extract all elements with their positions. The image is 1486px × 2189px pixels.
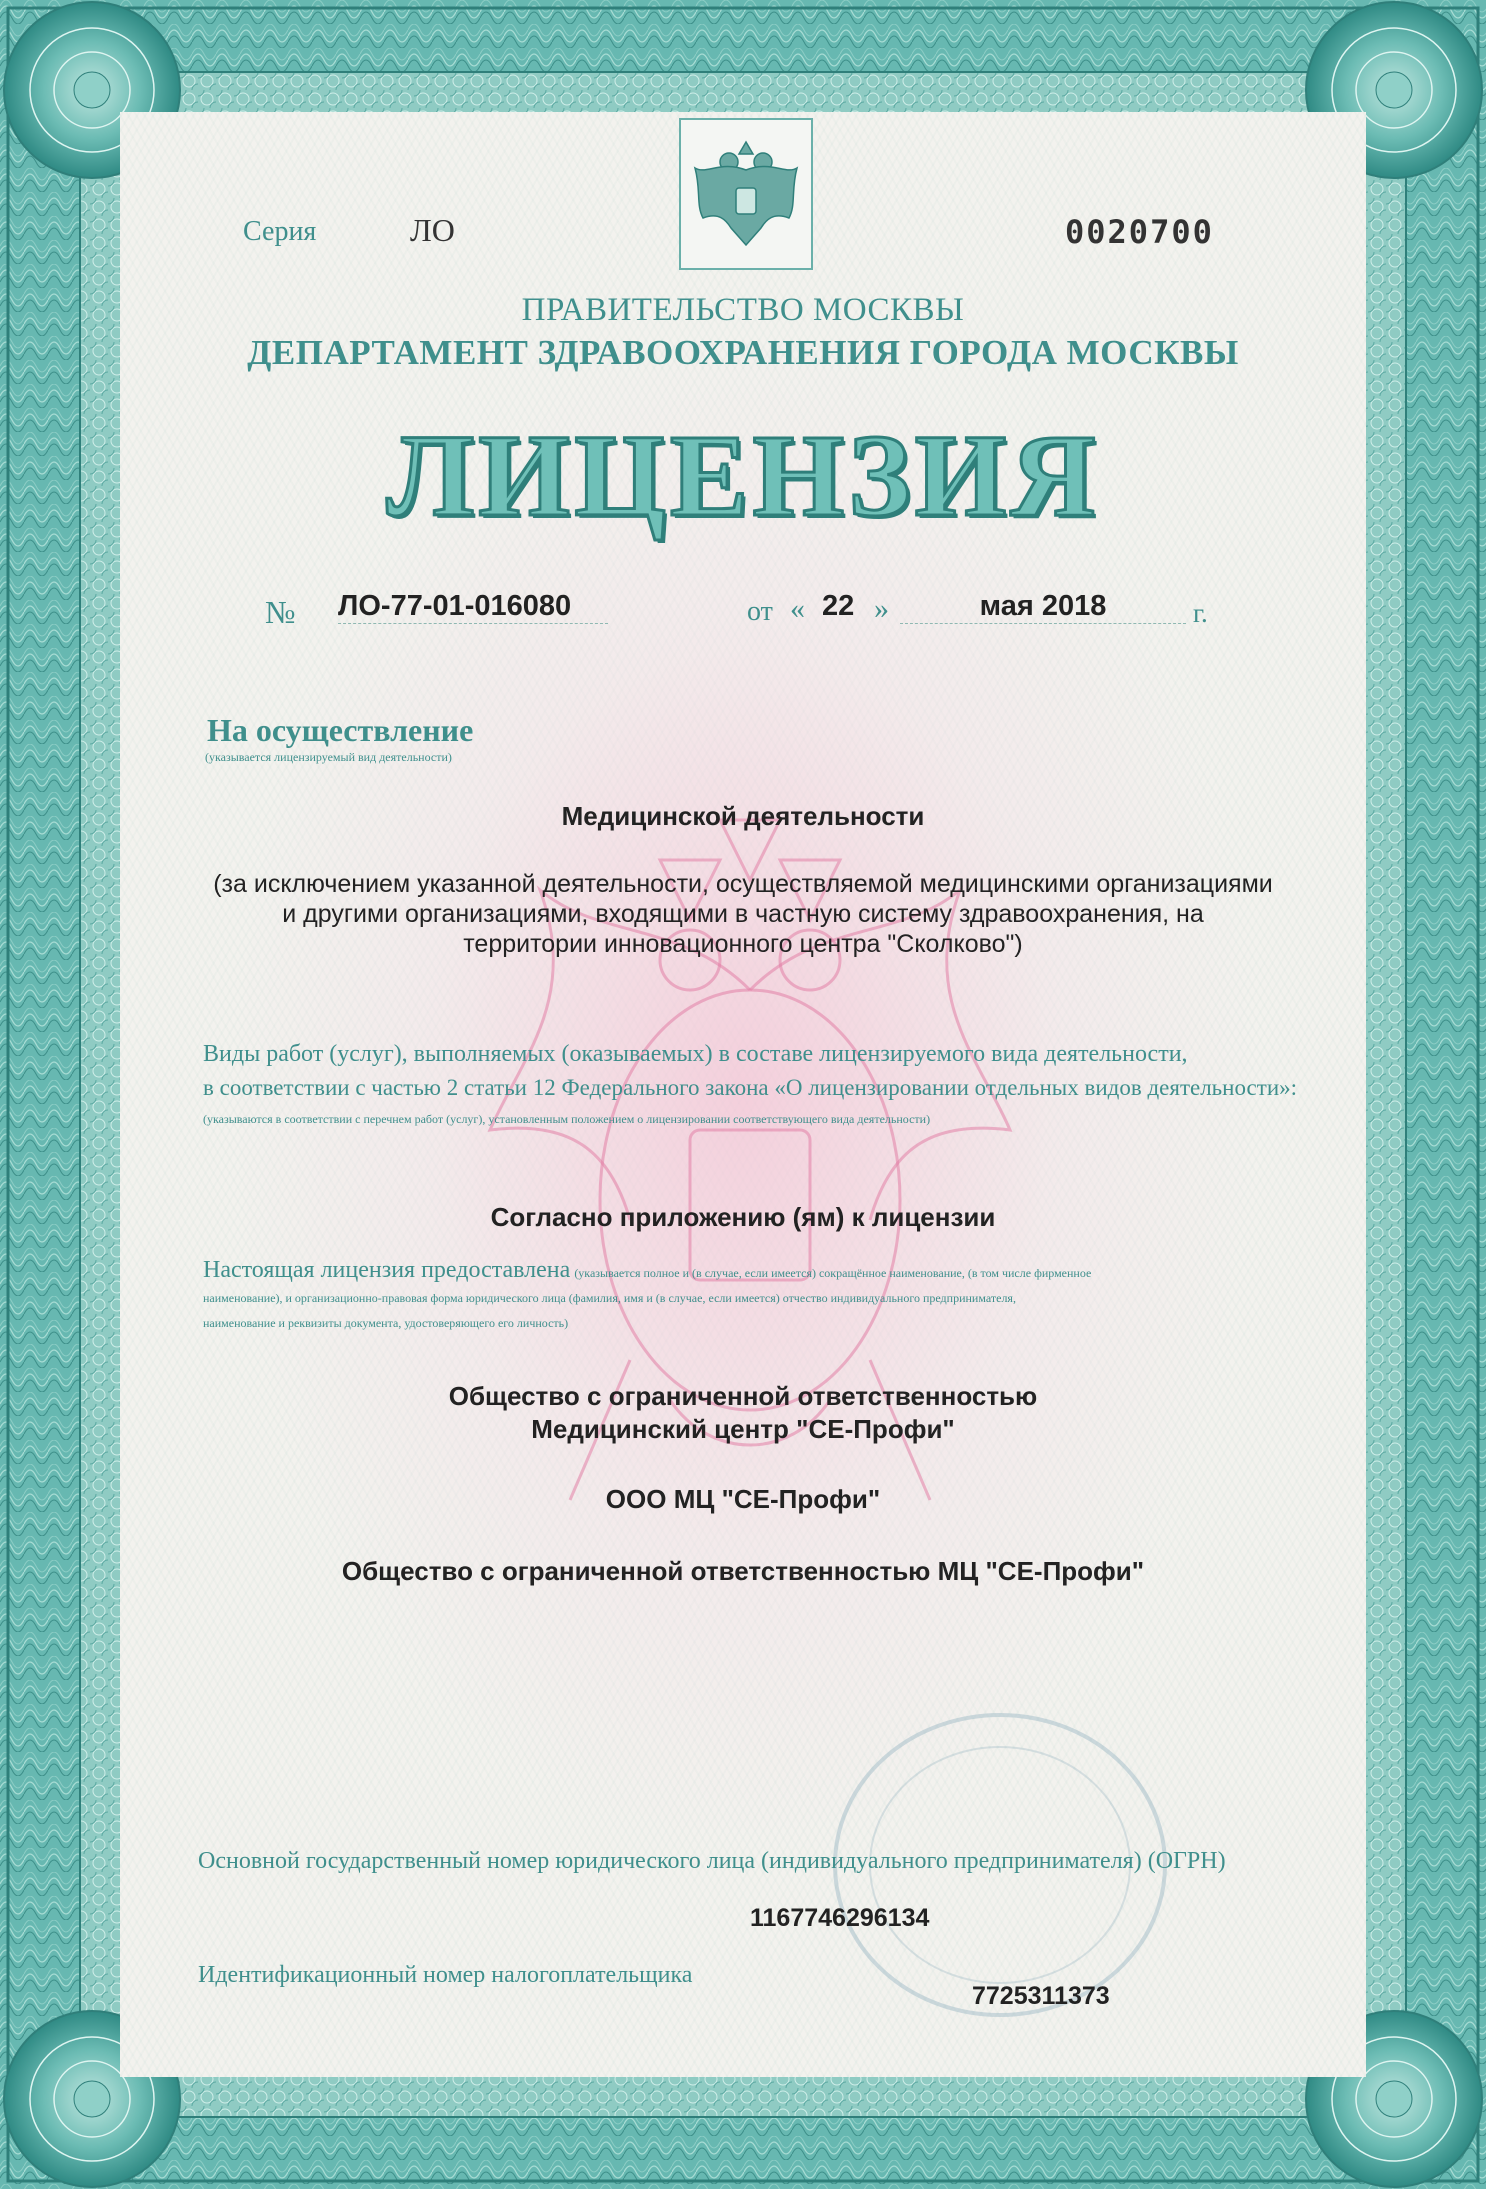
licensee-hint-2: наименование), и организационно-правовая форма юридического лица (фамилия, имя и (в случае, если имеется) отчество индивидуального предпринимателя, [203,1291,1016,1305]
quote-close: » [874,592,889,625]
licensee-hint-1: (указывается полное и (в случае, если имеется) сокращённое наименование, (в том числе фирменное [574,1266,1092,1280]
licensee-full-name-line-2: Медицинский центр "СЕ-Профи" [531,1414,955,1444]
works-line-2: в соответствии с частью 2 статьи 12 Федерального закона «О лицензировании отдельных видов деятельности»: [203,1075,1298,1100]
licensee-full-name [120,1380,1366,1446]
license-month-year: мая 2018 [900,590,1186,624]
activity-name: Медицинской деятельности [561,801,925,831]
date-from-label: от [747,596,773,627]
licensee-full-name-line-1: Общество с ограниченной ответственностью [448,1381,1038,1411]
number-sign: № [265,594,296,630]
activity-label: На осуществление [207,712,474,748]
activity-exception-line-1: (за исключением указанной деятельности, осуществляемой медицинскими организациями [213,870,1273,898]
works-description [203,1037,1353,1105]
ogrn-value: 1167746296134 [750,1904,930,1932]
license-day: 22 [822,590,855,622]
form-number: 0020700 [1065,213,1214,251]
series-value: ЛО [410,212,455,248]
department-heading: ДЕПАРТАМЕНТ ЗДРАВООХРАНЕНИЯ ГОРОДА МОСКВЫ [247,333,1239,372]
works-value: Согласно приложению (ям) к лицензии [490,1202,996,1232]
inn-label: Идентификационный номер налогоплательщика [198,1962,693,1988]
licensee-description [203,1258,1353,1336]
activity-exception-line-2: и другими организациями, входящими в частную систему здравоохранения, на [282,900,1204,928]
license-number: ЛО-77-01-016080 [338,590,608,624]
works-line-1: Виды работ (услуг), выполняемых (оказываемых) в составе лицензируемого вида деятельности, [203,1041,1188,1067]
activity-exception-line-3: территории инновационного центра "Сколково") [463,930,1023,958]
emblem-box [679,118,813,270]
quote-open: « [790,592,805,625]
year-suffix: г. [1193,598,1208,628]
licensee-label: Настоящая лицензия предоставлена [203,1257,571,1283]
ogrn-label: Основной государственный номер юридического лица (индивидуального предпринимателя) (ОГРН) [198,1848,1226,1874]
licensee-hint-3: наименование и реквизиты документа, удостоверяющего его личность) [203,1316,569,1330]
licensee-brand-name: Общество с ограниченной ответственностью МЦ "СЕ-Профи" [341,1556,1145,1586]
russian-coat-of-arms-icon [681,120,811,268]
series-label: Серия [243,216,317,247]
inn-value: 7725311373 [972,1982,1110,2010]
licensee-short-name: ООО МЦ "СЕ-Профи" [605,1484,881,1514]
works-hint: (указываются в соответствии с перечнем работ (услуг), установленным положением о лицензировании соответствующего вида деятельности) [203,1112,931,1126]
document-title: ЛИЦЕНЗИЯ [386,410,1100,541]
activity-exception [120,869,1366,959]
government-heading: ПРАВИТЕЛЬСТВО МОСКВЫ [521,292,965,328]
activity-hint: (указывается лицензируемый вид деятельности) [205,750,452,764]
